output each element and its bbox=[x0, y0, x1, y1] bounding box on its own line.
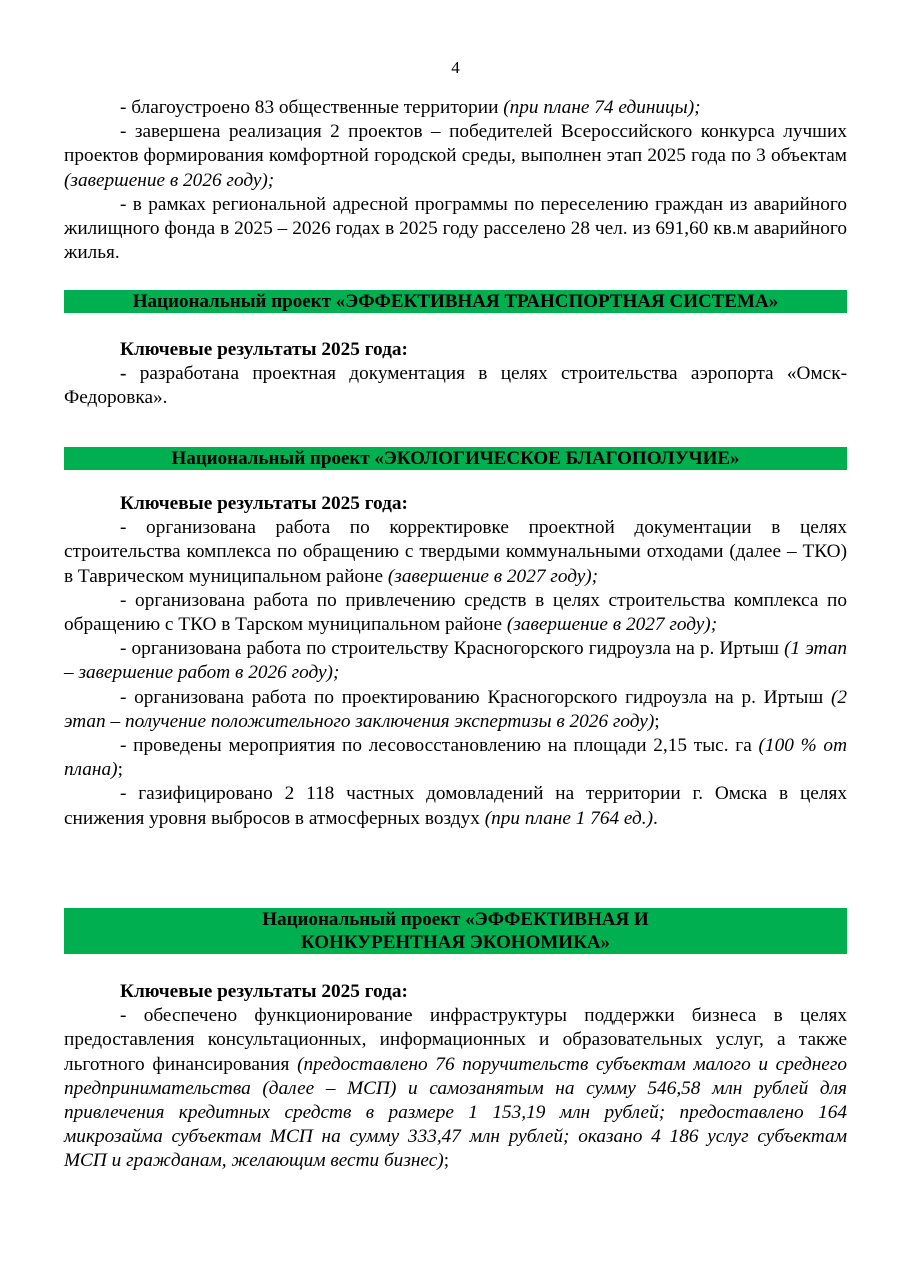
list-item: - благоустроено 83 общественные территории (при плане 74 единицы); bbox=[120, 97, 701, 118]
list-item: - разработана проектная документация в целях строительства аэропорта «Омск-Федоровка». bbox=[64, 363, 847, 409]
list-item: - обеспечено функционирование инфраструктуры поддержки бизнеса в целях предоставления консультационных, информационных и образовательных услуг, а также льготного финансирования (предоставлено 76 поручительств субъектам малого и среднего предпринимательства (далее – МСП) и самозанятым на сумму 546,58 млн рублей для привлечения кредитных средств в размере 1 153,19 млн рублей; предоставлено 164 микрозайма субъектам МСП на сумму 333,47 млн рублей; оказано 4 186 услуг субъектам МСП и гражданам, желающим вести бизнес); bbox=[64, 1005, 847, 1172]
intro-list bbox=[64, 96, 847, 265]
list-item: - организована работа по корректировке проектной документации в целях строительства комплекса по обращению с твердыми коммунальными отходами (далее – ТКО) в Таврическом муниципальном районе (завершение в 2027 году); bbox=[64, 517, 847, 587]
results-title: Ключевые результаты 2025 года: bbox=[120, 339, 408, 360]
list-item: - организована работа по строительству Красногорского гидроузла на р. Иртыш (1 этап – завершение работ в 2026 году); bbox=[64, 638, 847, 684]
section-body-economy bbox=[64, 980, 847, 1174]
list-item: - завершена реализация 2 проектов – победителей Всероссийского конкурса лучших проектов формирования комфортной городской среды, выполнен этап 2025 года по 3 объектам (завершение в 2026 году); bbox=[64, 121, 847, 191]
results-title: Ключевые результаты 2025 года: bbox=[120, 493, 408, 514]
list-item: - организована работа по проектированию Красногорского гидроузла на р. Иртыш (2 этап – получение положительного заключения экспертизы в 2026 году); bbox=[64, 686, 847, 732]
list-item: - в рамках региональной адресной программы по переселению граждан из аварийного жилищного фонда в 2025 – 2026 годах в 2025 году расселено 28 чел. из 691,60 кв.м аварийного жилья. bbox=[64, 193, 847, 264]
list-item: - газифицировано 2 118 частных домовладений на территории г. Омска в целях снижения уровня выбросов в атмосферных воздух (при плане 1 764 ед.). bbox=[64, 783, 847, 829]
results-title: Ключевые результаты 2025 года: bbox=[120, 981, 408, 1002]
page-number: 4 bbox=[451, 58, 460, 77]
section-heading-economy: Национальный проект «ЭФФЕКТИВНАЯ И КОНКУРЕНТНАЯ ЭКОНОМИКА» bbox=[64, 908, 847, 954]
section-heading-ecology: Национальный проект «ЭКОЛОГИЧЕСКОЕ БЛАГОПОЛУЧИЕ» bbox=[64, 447, 847, 470]
list-item: - организована работа по привлечению средств в целях строительства комплекса по обращению с ТКО в Тарском муниципальном районе (завершение в 2027 году); bbox=[64, 589, 847, 636]
section-body-ecology bbox=[64, 492, 847, 831]
section-body-transport bbox=[64, 338, 847, 411]
list-item: - проведены мероприятия по лесовосстановлению на площади 2,15 тыс. га (100 % от плана); bbox=[64, 735, 847, 781]
section-heading-transport: Национальный проект «ЭФФЕКТИВНАЯ ТРАНСПОРТНАЯ СИСТЕМА» bbox=[64, 290, 847, 313]
